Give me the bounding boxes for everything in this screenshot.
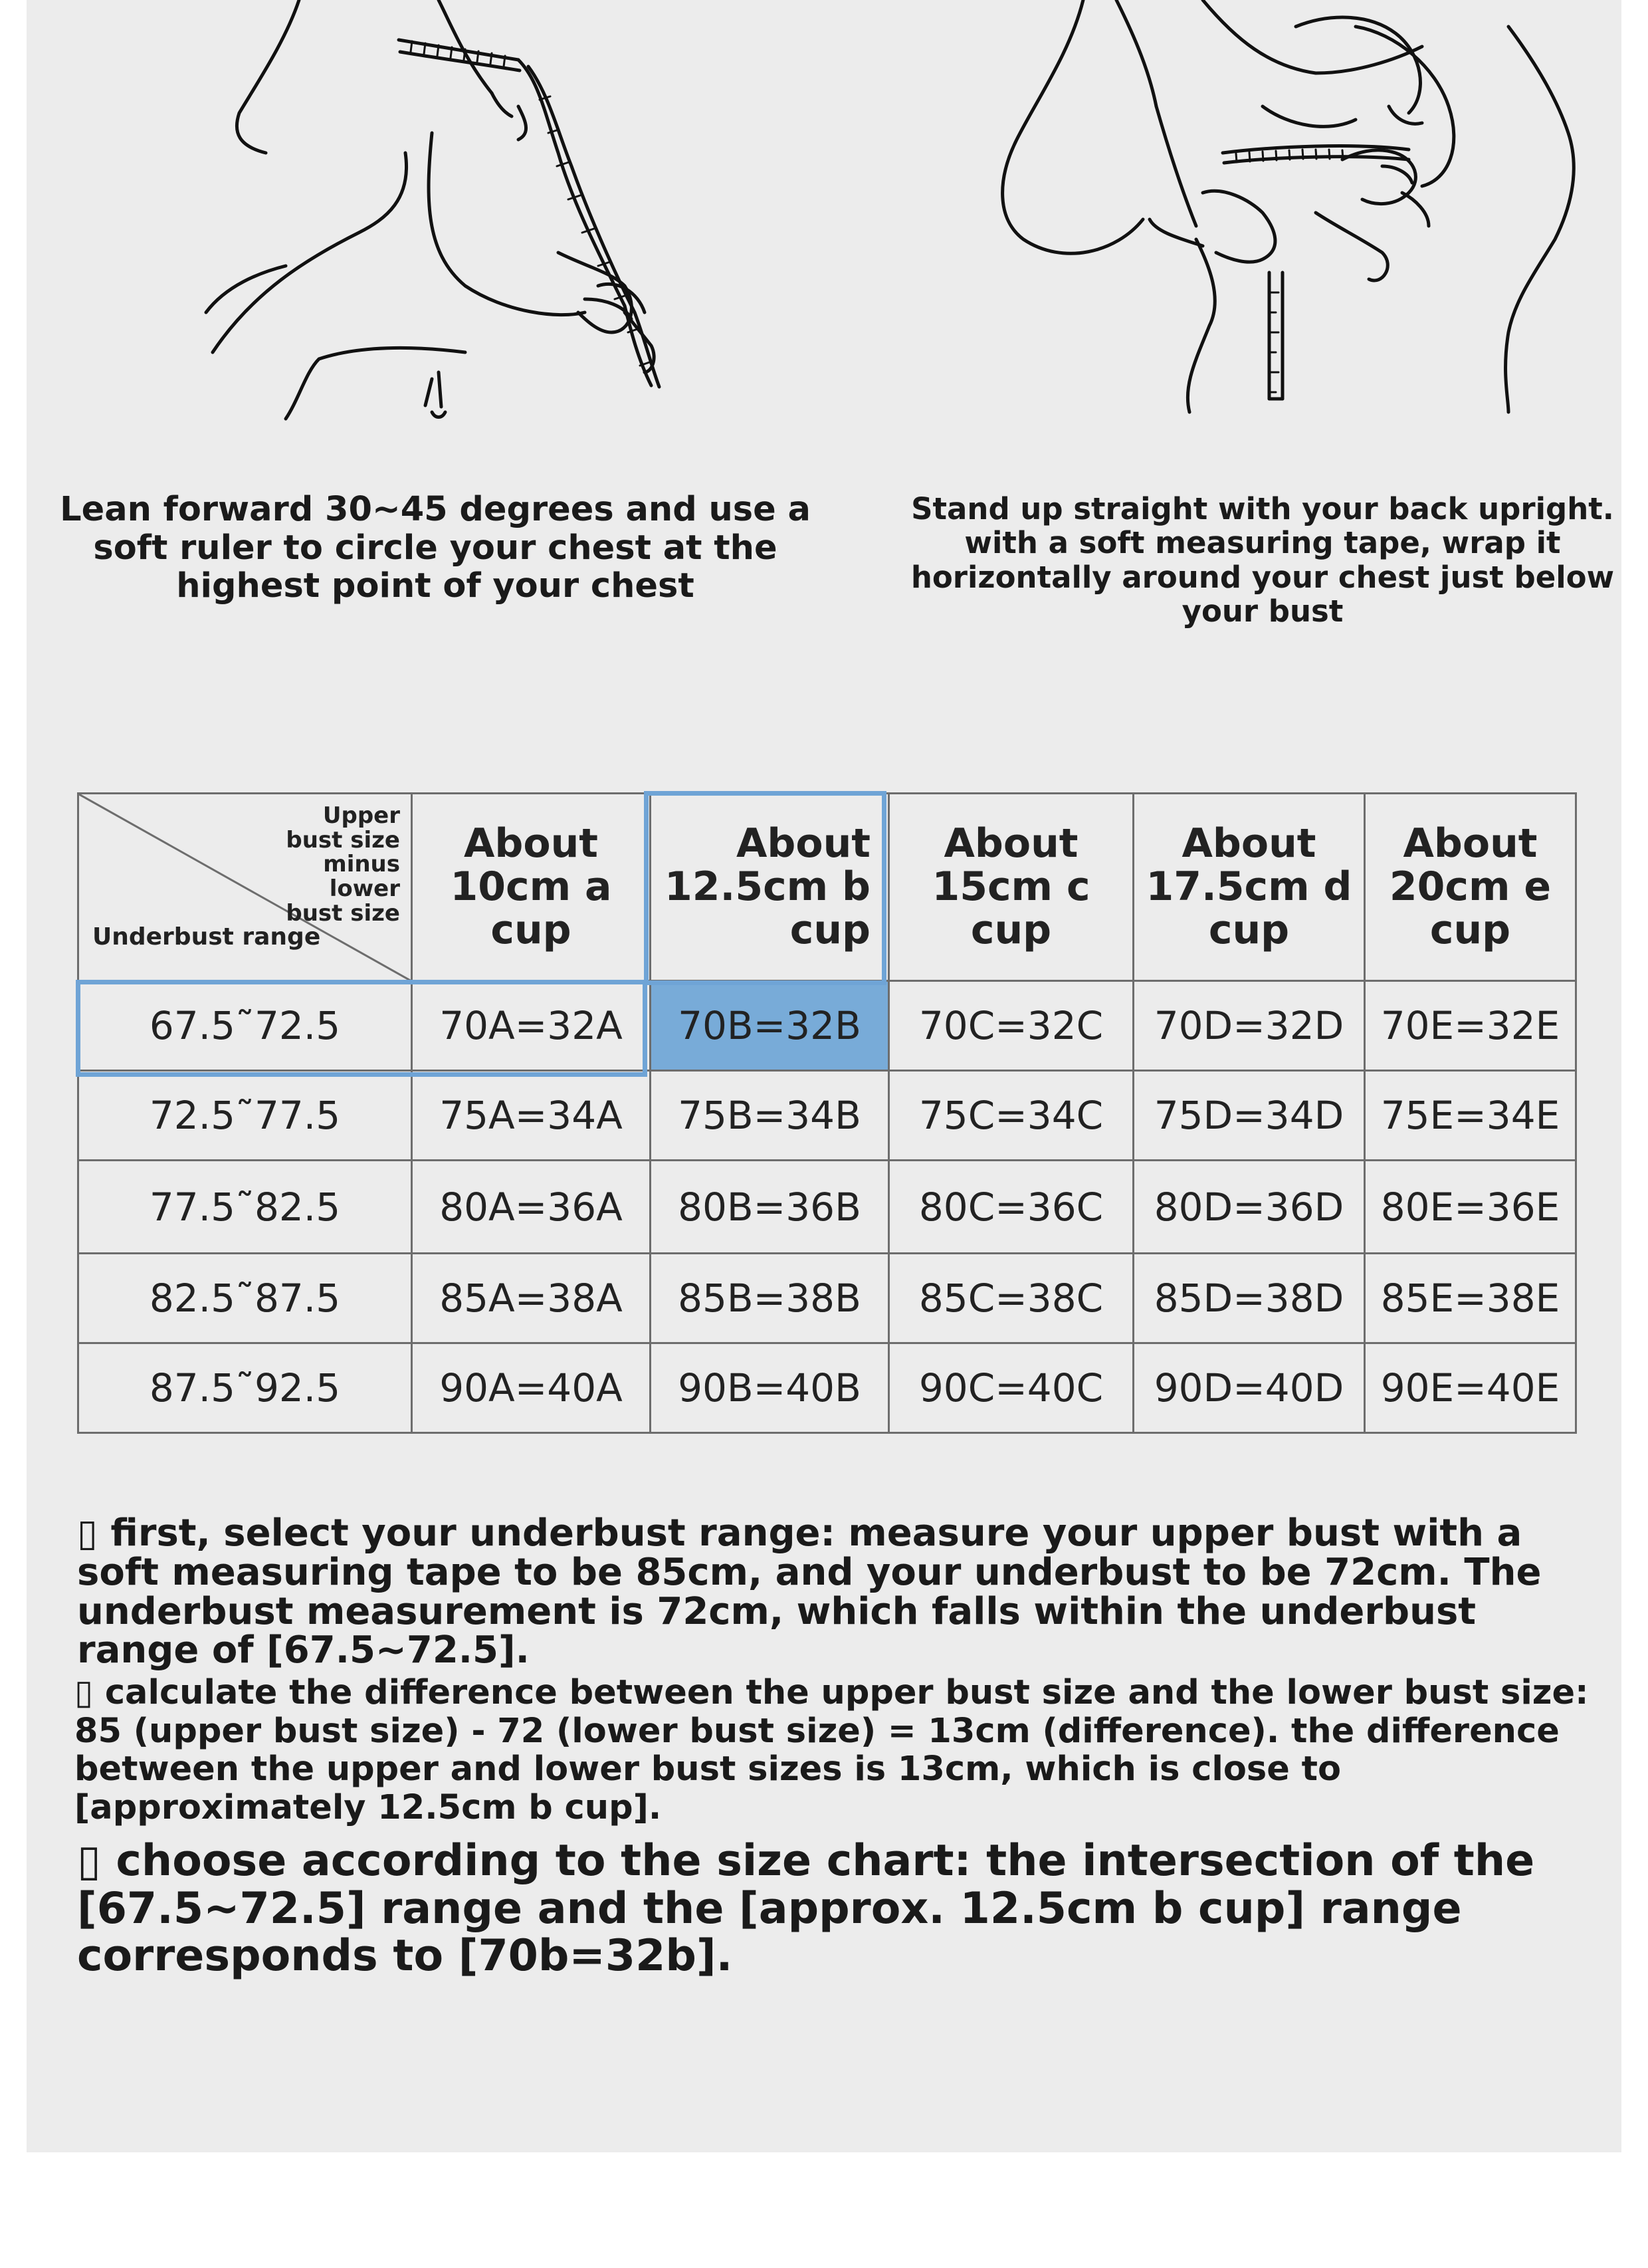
size-cell: 90B=40B	[651, 1343, 889, 1433]
underbust-range-cell: 82.5˜87.5	[78, 1254, 412, 1343]
underbust-measuring-illustration	[983, 0, 1582, 425]
size-cell: 80B=36B	[651, 1161, 889, 1254]
size-cell: 90C=40C	[889, 1343, 1134, 1433]
size-cell: 70E=32E	[1365, 981, 1576, 1071]
size-cell: 90E=40E	[1365, 1343, 1576, 1433]
size-cell: 80D=36D	[1134, 1161, 1365, 1254]
size-cell: 75A=34A	[412, 1071, 651, 1161]
size-cell: 90A=40A	[412, 1343, 651, 1433]
upper-bust-measuring-illustration	[186, 0, 691, 425]
corner-row-label: Underbust range	[92, 923, 321, 951]
header-cup-b: About 12.5cm b cup	[651, 794, 889, 981]
size-cell: 90D=40D	[1134, 1343, 1365, 1433]
header-cup-e: About 20cm e cup	[1365, 794, 1576, 981]
step-2-text: ▯ calculate the difference between the upper bust size and the lower bust size: 85 (upper bust size) - 72 (lower bust size) = 13cm (difference). the difference between the upper and lower bust sizes is 13cm, which is close to [approximately 12.5cm b cup].	[74, 1673, 1589, 1827]
underbust-range-cell: 77.5˜82.5	[78, 1161, 412, 1254]
size-cell: 75C=34C	[889, 1071, 1134, 1161]
size-cell: 75B=34B	[651, 1071, 889, 1161]
table-header-row	[78, 794, 1576, 981]
size-cell: 80A=36A	[412, 1161, 651, 1254]
size-cell: 75E=34E	[1365, 1071, 1576, 1161]
header-cup-d: About 17.5cm d cup	[1134, 794, 1365, 981]
underbust-range-cell: 87.5˜92.5	[78, 1343, 412, 1433]
bra-size-table	[77, 792, 1577, 1434]
size-cell: 85C=38C	[889, 1254, 1134, 1343]
table-row	[78, 981, 1576, 1071]
size-cell: 85A=38A	[412, 1254, 651, 1343]
step-3-text: ▯ choose according to the size chart: the intersection of the [67.5~72.5] range and the [approx. 12.5cm b cup] range corresponds to [70b=32b].	[77, 1836, 1535, 1981]
step-1-text: ▯ first, select your underbust range: measure your upper bust with a soft measuring tape to be 85cm, and your underbust to be 72cm. The underbust measurement is 72cm, which falls within the underbust range of [67.5~72.5].	[77, 1512, 1542, 1672]
size-cell: 80C=36C	[889, 1161, 1134, 1254]
size-cell: 80E=36E	[1365, 1161, 1576, 1254]
underbust-range-cell: 67.5˜72.5	[78, 981, 412, 1071]
corner-column-label: Upper bust size minus lower bust size	[286, 802, 400, 927]
size-cell: 85D=38D	[1134, 1254, 1365, 1343]
size-cell: 70A=32A	[412, 981, 651, 1071]
size-cell: 85E=38E	[1365, 1254, 1576, 1343]
size-cell-highlighted: 70B=32B	[651, 981, 889, 1071]
table-row	[78, 1254, 1576, 1343]
table-row	[78, 1161, 1576, 1254]
table-row	[78, 1071, 1576, 1161]
table-row	[78, 1343, 1576, 1433]
underbust-instruction: Stand up straight with your back upright. with a soft measuring tape, wrap it horizontally around your chest just below your bust	[910, 491, 1615, 629]
size-cell: 70D=32D	[1134, 981, 1365, 1071]
upper-bust-instruction: Lean forward 30~45 degrees and use a soft ruler to circle your chest at the highest point of your chest	[60, 490, 811, 606]
size-cell: 85B=38B	[651, 1254, 889, 1343]
table-corner-cell	[78, 794, 412, 981]
size-cell: 75D=34D	[1134, 1071, 1365, 1161]
size-cell: 70C=32C	[889, 981, 1134, 1071]
header-cup-c: About 15cm c cup	[889, 794, 1134, 981]
underbust-range-cell: 72.5˜77.5	[78, 1071, 412, 1161]
header-cup-a: About 10cm a cup	[412, 794, 651, 981]
